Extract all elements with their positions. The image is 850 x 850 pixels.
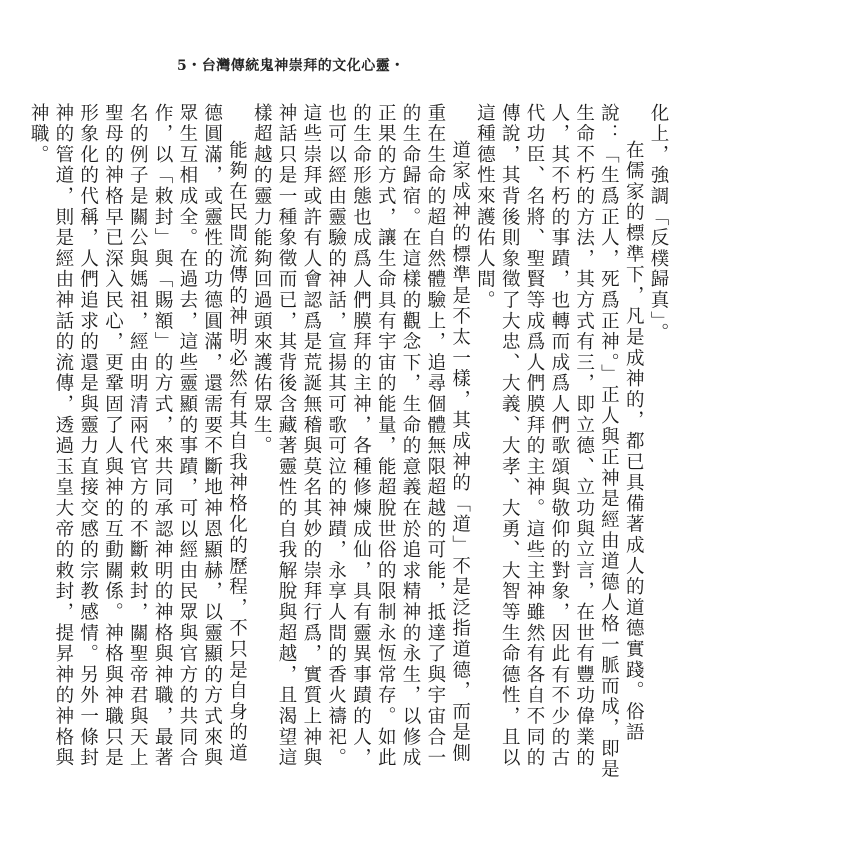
paragraph-continuation: 化上，強調「反樸歸真」。	[648, 103, 669, 344]
running-header: 5・台灣傳統鬼神崇拜的文化心靈・	[177, 58, 405, 74]
paragraph-deification-process: 能夠在民間流傳的神明必然有其自我神格化的歷程，不只是自身的道德圓滿，或靈性的功德圓滿，還需要不斷地神恩顯赫，以靈顯的方式來與眾生互相成全。在過去，這些靈顯的事蹟，可以經由民眾與官方的共同合作，以「敕封」與「賜額」的方式，來共同承認神明的神格與神職，最著名的例子是關公與媽祖，經由明清兩代官方的不斷敕封，關聖帝君與天上聖母的神格早已深入民心，更鞏固了人與神的互動關係。神格與神職只是形象化的代稱，人們追求的還是與靈力直接交感的宗教感情。另外一條封神的管道，則是經由神話的流傳，透過玉皇大帝的敕封，提昇神的神格與神職。	[28, 103, 248, 769]
vertical-body-text	[25, 103, 670, 783]
paragraph-taoist-standard: 道家成神的標準是不太一樣，其成神的「道」不是泛指道德，而是側重在生命的超自然體驗上，追尋個體無限超越的可能，抵達了與宇宙合一的生命歸宿。在這樣的觀念下，生命的意義在於追求精神的永生，以修成正果的方式，讓生命具有宇宙的能量，能超脫世俗的限制永恆常存。如此的生命形態也成爲人們膜拜的主神，各種修煉成仙，具有靈異事蹟的人，也可以經由靈驗的神話，宣揚其可歌可泣的神蹟，永享人間的香火禱祀。這些崇拜或許有人會認爲是荒誕無稽與莫名其妙的崇拜行爲，實質上神與神話只是一種象徵而已，其背後含藏著靈性的自我解脫與超越，且渴望這樣超越的靈力能夠回過頭來護佑眾生。	[251, 103, 471, 769]
paragraph-confucian-standard: 在儒家的標準下，凡是成神的，都已具備著成人的道德實踐。俗語說：「生爲正人，死爲正神。」正人與正神是經由道德人格一脈而成，即是生命不朽的方法，其方式有三，即立德、立功與立言，在世有豐功偉業的人，其不朽的事蹟，也轉而成爲人們歌頌與敬仰的對象，因此有不少的古代功臣、名將、聖賢等成爲人們膜拜的主神。這些主神雖然有各自不同的傳說，其背後則象徵了大忠、大義、大孝、大勇、大智等生命德性，且以這種德性來護佑人間。	[474, 103, 645, 781]
